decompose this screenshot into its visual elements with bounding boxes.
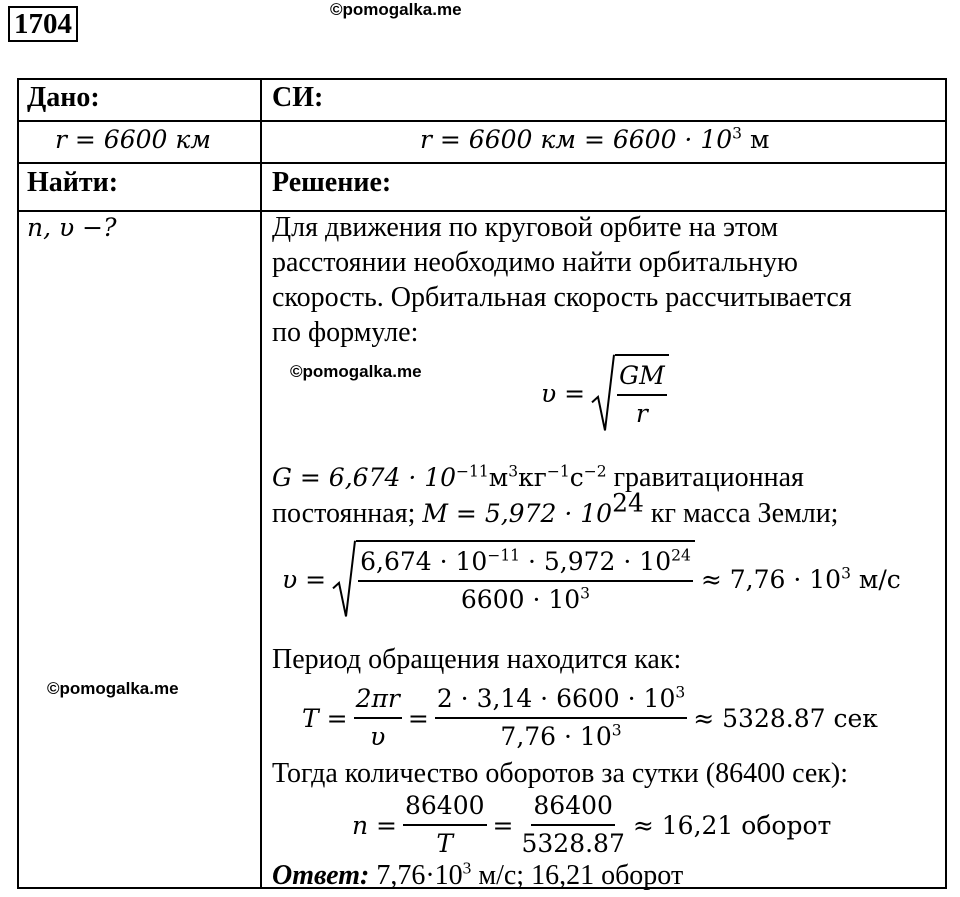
si-radius	[420, 124, 769, 156]
si-radius-exp: 3	[732, 124, 743, 143]
revolutions-fraction-2: $\frac{86400}{5328.87}$	[519, 788, 626, 862]
velocity-fraction: $\frac{6,674 \cdot 10^{-11} \cdot 5,972 \cdot 10^{24}}{6600 \cdot 10^3}$	[358, 544, 693, 618]
count-text: Тогда количество оборотов за сутки (86400 сек):	[272, 758, 848, 789]
period-fraction-2: $\frac{2 \cdot 3,14 \cdot 6600 \cdot 10^3}{7,76 \cdot 10^3}$	[435, 681, 687, 755]
revolutions-calculation: n = $\frac{86400}{T}$ = $\frac{86400}{5328.87}$ ≈ 16,21 оборот	[352, 788, 831, 862]
problem-number: 1704	[8, 6, 78, 42]
si-radius-main: r = 6600 км = 6600 · 10	[420, 125, 733, 154]
row-divider-2	[17, 162, 947, 164]
period-result: ≈ 5328.87 сек	[693, 703, 878, 733]
watermark-top: ©pomogalka.me	[330, 0, 462, 19]
text-line-1: Для движения по круговой орбите на этом	[272, 212, 779, 243]
gm-over-r: $\frac{GM}{r}$	[617, 358, 667, 432]
orbital-velocity-formula	[541, 354, 669, 432]
revolutions-fraction-1: $\frac{86400}{T}$	[403, 788, 487, 862]
period-fraction-1: $\frac{2\pi r}{\upsilon}$	[354, 681, 402, 755]
given-heading: Дано:	[27, 82, 100, 113]
period-calculation: T = $\frac{2\pi r}{\upsilon}$ = $\frac{2 \cdot 3,14 \cdot 6600 \cdot 10^3}{7,76 \cdot 10^3}$ ≈ 5328.87 сек	[302, 681, 878, 755]
solution-heading: Решение:	[272, 167, 392, 198]
si-heading: СИ:	[272, 82, 324, 113]
revolutions-result: ≈ 16,21 оборот	[632, 810, 832, 840]
answer-label: Ответ:	[272, 860, 370, 891]
watermark-middle: ©pomogalka.me	[290, 362, 422, 381]
answer-line: Ответ: $7,76\cdot 10^3$ м/с; 16,21 оборот	[272, 858, 684, 891]
column-divider	[260, 78, 262, 889]
sqrt-velocity-calc	[332, 540, 695, 618]
watermark-left: ©pomogalka.me	[47, 679, 179, 698]
row-divider-1	[17, 120, 947, 122]
text-line-4: по формуле:	[272, 317, 419, 348]
find-heading: Найти:	[27, 167, 119, 198]
velocity-calculation: υ = $\frac{6,674 \cdot 10^{-11} \cdot 5,972 \cdot 10^{24}}{6600 \cdot 10^3}$ ≈ $7,76 \cdot 10^3$ м/с	[282, 540, 901, 618]
radical-sign-icon	[332, 540, 356, 618]
find-expression: n, υ −?	[27, 213, 117, 242]
period-text: Период обращения находится как:	[272, 644, 682, 675]
si-radius-unit: м	[742, 125, 770, 154]
given-radius: r = 6600 км	[55, 125, 212, 154]
sqrt-gm-r	[591, 354, 669, 432]
gravitational-constant-line: $G = 6,674 \cdot 10^{-11}м^3кг^{-1}с^{-2}$ гравитационная	[272, 462, 804, 493]
v-formula-lhs: υ =	[541, 378, 586, 408]
text-line-3: скорость. Орбитальная скорость рассчитывается	[272, 282, 852, 313]
radical-sign-icon	[591, 354, 615, 432]
earth-mass-line: постоянная; $M = 5,972 \cdot 10^{24}$ кг масса Земли;	[272, 488, 839, 529]
velocity-result: ≈ $7,76 \cdot 10^3$ м/с	[700, 564, 901, 594]
text-line-2: расстоянии необходимо найти орбитальную	[272, 247, 798, 278]
